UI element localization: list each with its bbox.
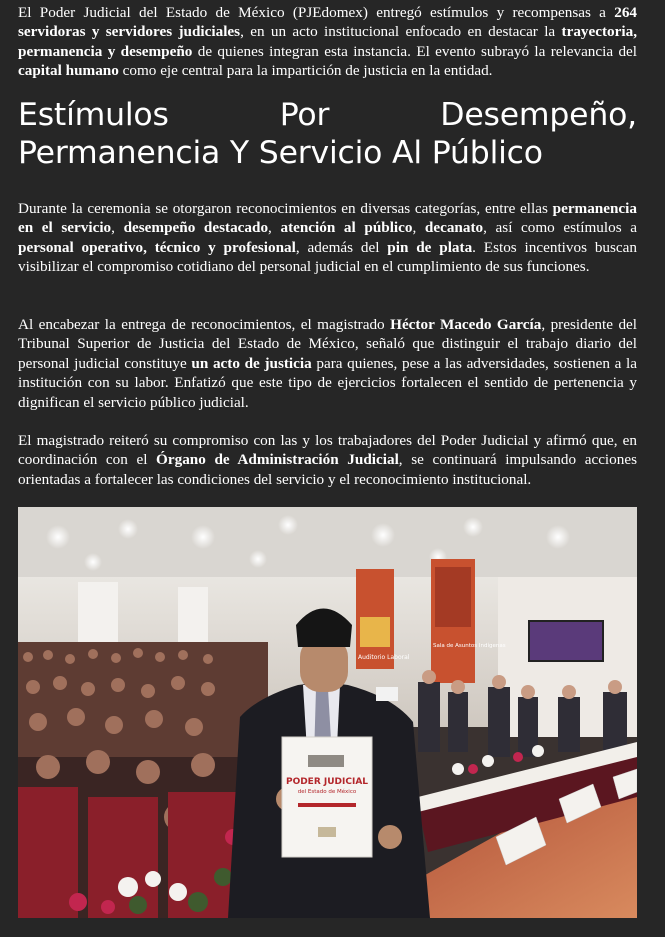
text-segment: . Estos incentivos buscan visibilizar el compromiso cotidiano del personal judicial en el cumplimiento de sus funciones. bbox=[18, 238, 637, 276]
text-segment: , presidente del Tribunal Superior de Justicia del Estado de México, señaló que distinguir el trabajo diario del personal judicial constituye bbox=[18, 316, 637, 372]
bold-phrase: Órgano de Administración Judicial bbox=[156, 451, 399, 469]
banner-left-text: Auditorio Laboral bbox=[358, 654, 410, 661]
text-segment: , además del bbox=[295, 238, 388, 256]
intro-paragraph bbox=[18, 3, 637, 81]
text-segment: Durante la ceremonia se otorgaron reconocimientos en diversas categorías, entre ellas bbox=[18, 200, 553, 217]
bold-phrase: atención al público bbox=[280, 219, 413, 237]
text-segment: , en un acto institucional enfocado en destacar la bbox=[240, 23, 562, 41]
section-heading: Estímulos Por Desempeño, Permanencia Y Servicio Al Público bbox=[18, 97, 637, 171]
bold-phrase: decanato bbox=[424, 219, 484, 237]
text-segment: , se continuará impulsando acciones orientadas a fortalecer las condiciones del servicio y el reconocimiento institucional. bbox=[18, 451, 637, 488]
banner-right-text: Sala de Asuntos Indígenas bbox=[433, 643, 506, 649]
bold-phrase: capital humano bbox=[18, 62, 119, 80]
text-segment: para quienes, pese a las adversidades, sostienen a la institución con su labor. Enfatizó que este tipo de ejercicios fortalecen el sentido de pertenencia y dignifican el servicio público judicial. bbox=[18, 354, 637, 411]
bold-phrase: permanencia en el servicio bbox=[18, 200, 637, 237]
bold-phrase: 264 servidoras y servidores judiciales bbox=[18, 4, 637, 41]
bold-phrase: Héctor Macedo García bbox=[390, 316, 542, 333]
text-segment: , bbox=[111, 219, 124, 237]
text-segment: , así como estímulos a bbox=[483, 219, 637, 237]
ceremony-photo bbox=[18, 507, 637, 918]
text-segment: El magistrado reiteró su compromiso con las y los trabajadores del Poder Judicial y afirmó que, en coordinación con el bbox=[18, 432, 637, 469]
projection-screen bbox=[529, 621, 603, 661]
text-segment: , bbox=[412, 219, 425, 237]
bold-phrase: trayectoria, permanencia y desempeño bbox=[18, 23, 637, 60]
categories-paragraph bbox=[18, 199, 637, 277]
certificate-title: PODER JUDICIAL bbox=[285, 777, 369, 787]
text-segment: Al encabezar la entrega de reconocimientos, el magistrado bbox=[18, 316, 391, 333]
magistrate-paragraph bbox=[18, 315, 637, 412]
commitment-paragraph bbox=[18, 431, 637, 489]
certificate bbox=[282, 737, 372, 857]
text-segment: como eje central para la impartición de justicia en la entidad. bbox=[118, 62, 493, 80]
bold-phrase: personal operativo, técnico y profesional bbox=[18, 238, 296, 256]
bold-phrase: un acto de justicia bbox=[191, 354, 312, 372]
bold-phrase: desempeño destacado bbox=[123, 219, 269, 237]
text-segment: de quienes integran esta instancia. El evento subrayó la relevancia del bbox=[192, 42, 637, 60]
certificate-subtitle: del Estado de México bbox=[297, 789, 357, 795]
bold-phrase: pin de plata bbox=[387, 238, 473, 256]
text-segment: , bbox=[268, 219, 281, 237]
text-segment: El Poder Judicial del Estado de México (PJEdomex) entregó estímulos y recompensas a bbox=[18, 4, 615, 21]
